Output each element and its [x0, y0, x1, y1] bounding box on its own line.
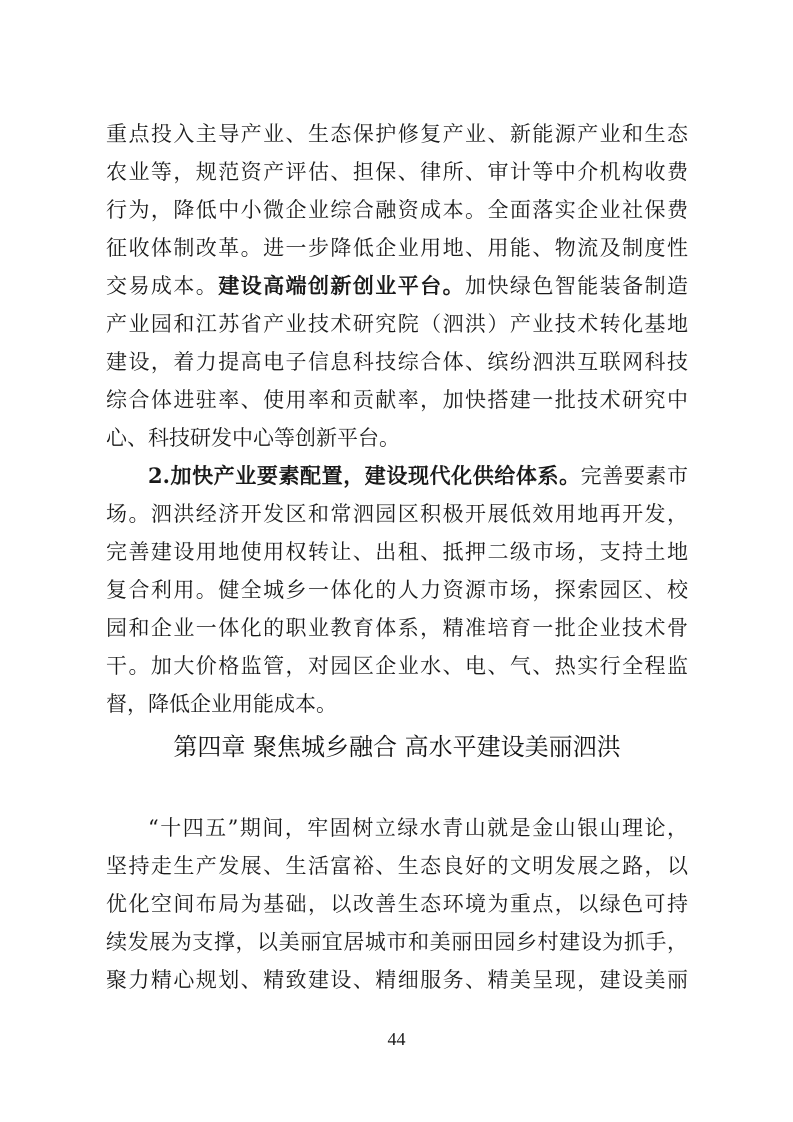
paragraph-line: 重点投入主导产业、生态保护修复产业、新能源产业和生态 [106, 122, 688, 146]
paragraph-line: 建设，着力提高电子信息科技综合体、缤纷泗洪互联网科技 [106, 350, 688, 374]
paragraph-line: 综合体进驻率、使用率和贡献率，加快搭建一批技术研究中 [106, 388, 688, 412]
bold-phrase: 建设高端创新创业平台。 [218, 273, 466, 298]
paragraph-line: “十四五”期间，牢固树立绿水青山就是金山银山理论， [148, 816, 688, 840]
paragraph-line: 场。泗洪经济开发区和常泗园区积极开展低效用地再开发， [106, 502, 688, 526]
paragraph-line: 复合利用。健全城乡一体化的人力资源市场，探索园区、校 [106, 578, 688, 602]
paragraph-line: 督，降低企业用能成本。 [106, 692, 337, 716]
page-number: 44 [387, 1029, 406, 1049]
paragraph-line: 征收体制改革。进一步降低企业用地、用能、物流及制度性 [106, 236, 688, 260]
text-run: 完善要素市 [580, 464, 688, 488]
paragraph-line: 干。加大价格监管，对园区企业水、电、气、热实行全程监 [106, 654, 688, 678]
paragraph-line: 坚持走生产发展、生活富裕、生态良好的文明发展之路，以 [106, 854, 688, 878]
paragraph-line: 完善建设用地使用权转让、出租、抵押二级市场，支持土地 [106, 540, 688, 564]
section-heading: 2.加快产业要素配置，建设现代化供给体系。 [148, 463, 581, 488]
paragraph-line: 优化空间布局为基础，以改善生态环境为重点，以绿色可持 [106, 892, 688, 916]
paragraph-line: 产业园和江苏省产业技术研究院（泗洪）产业技术转化基地 [106, 312, 688, 336]
paragraph-line: 续发展为支撑，以美丽宜居城市和美丽田园乡村建设为抓手， [106, 930, 688, 954]
paragraph-line: 聚力精心规划、精致建设、精细服务、精美呈现，建设美丽 [106, 968, 688, 992]
paragraph-line-mixed [106, 270, 688, 302]
paragraph-line: 行为，降低中小微企业综合融资成本。全面落实企业社保费 [106, 198, 688, 222]
paragraph-line: 农业等，规范资产评估、担保、律所、审计等中介机构收费 [106, 160, 688, 184]
section-heading-line [148, 460, 688, 492]
chapter-title: 第四章 聚焦城乡融合 高水平建设美丽泗洪 [173, 733, 621, 761]
text-run: 加快绿色智能装备制造 [465, 274, 688, 298]
paragraph-line: 园和企业一体化的职业教育体系，精准培育一批企业技术骨 [106, 616, 688, 640]
paragraph-line: 心、科技研发中心等创新平台。 [106, 426, 400, 450]
text-run: 交易成本。 [106, 274, 219, 298]
